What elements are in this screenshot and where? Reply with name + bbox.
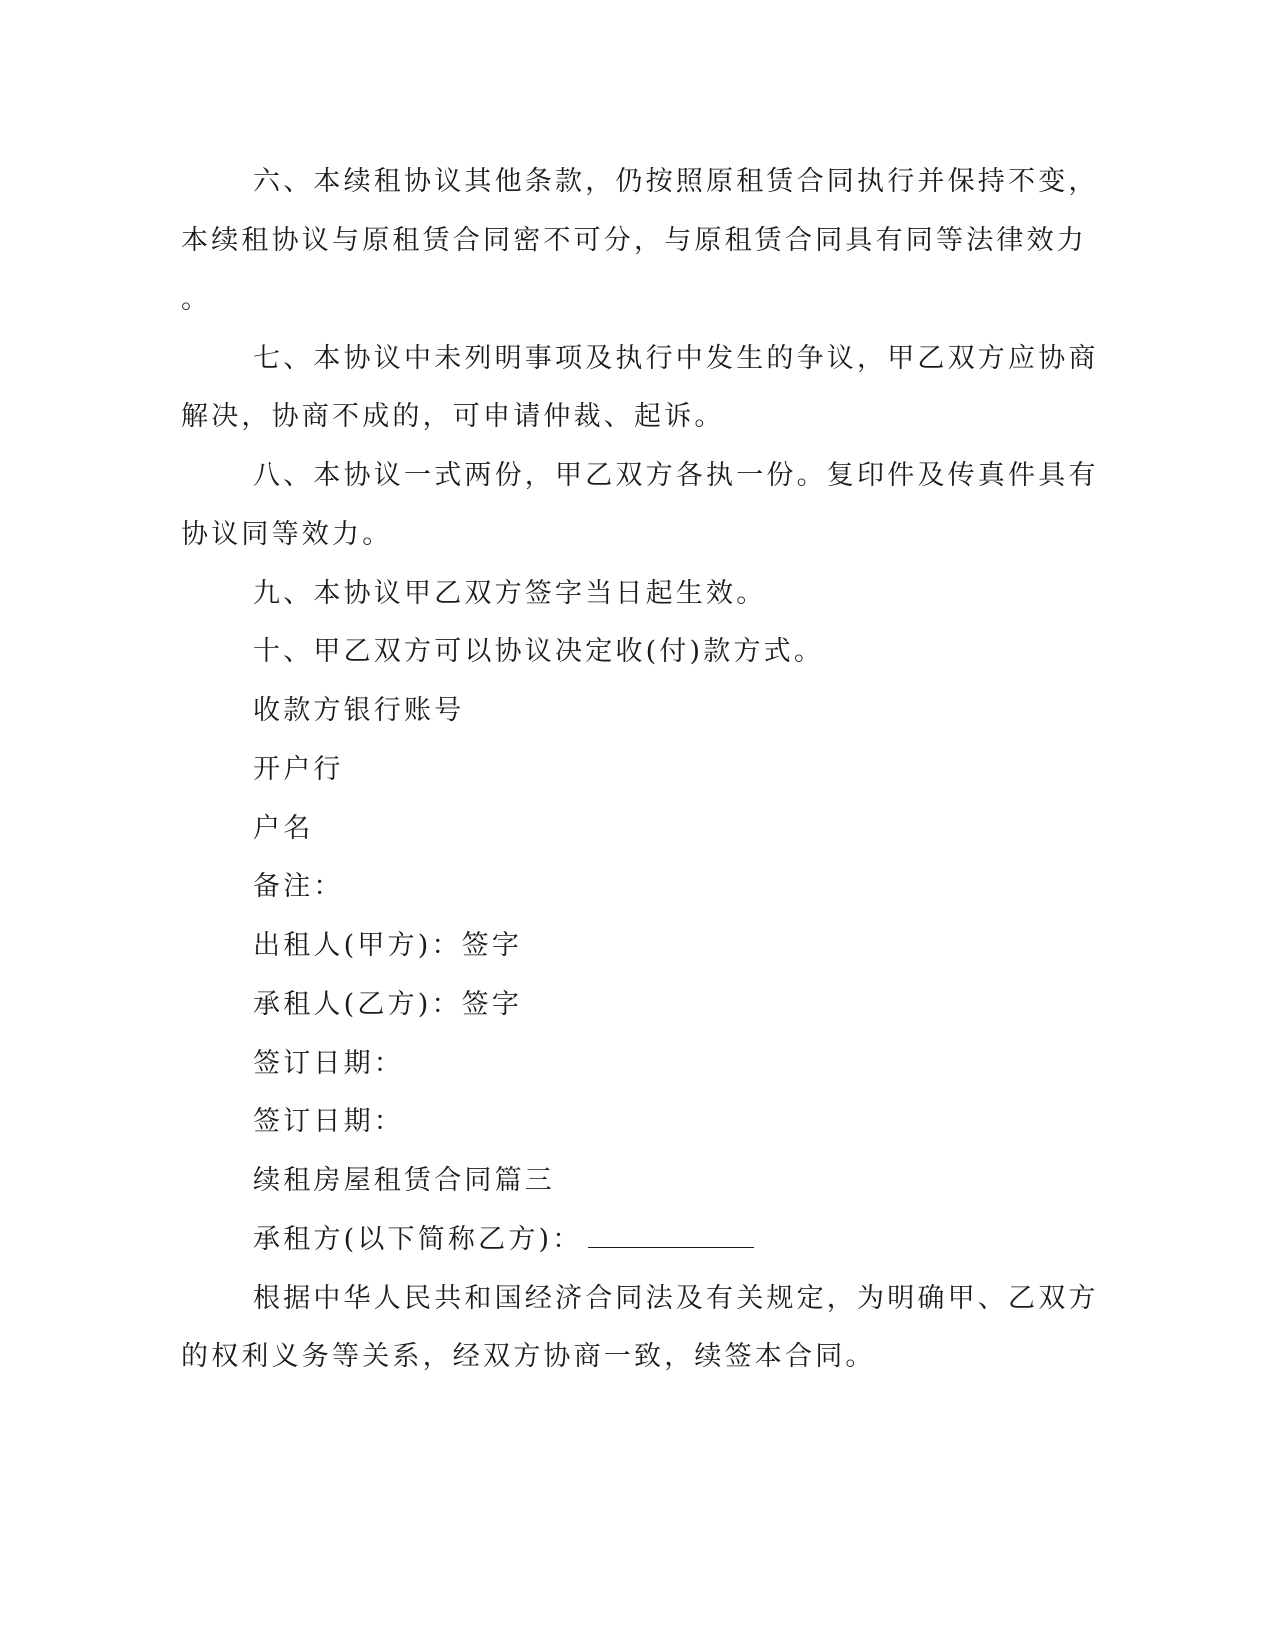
lessee-party-line	[253, 1220, 1133, 1260]
section-title-part-3: 续租房屋租赁合同篇三	[253, 1165, 555, 1196]
signing-date-label-2: 签订日期：	[253, 1106, 404, 1137]
lessee-party-label: 承租方(以下简称乙方)：	[253, 1224, 583, 1255]
payee-bank-account-label: 收款方银行账号	[253, 695, 465, 726]
lessee-name-blank	[588, 1221, 754, 1248]
preamble-line-2: 的权利义务等关系，经双方协商一致，续签本合同。	[181, 1341, 876, 1372]
remarks-label: 备注：	[253, 871, 344, 902]
paragraph-6-line-2: 本续租协议与原租赁合同密不可分，与原租赁合同具有同等法律效力	[181, 225, 1087, 256]
paragraph-7-line-2: 解决，协商不成的，可申请仲裁、起诉。	[181, 401, 725, 432]
paragraph-8-line-2: 协议同等效力。	[181, 519, 393, 550]
paragraph-8-line-1: 八、本协议一式两份，甲乙双方各执一份。复印件及传真件具有	[253, 460, 1099, 491]
paragraph-6-line-3: 。	[181, 284, 212, 315]
paragraph-10: 十、甲乙双方可以协议决定收(付)款方式。	[253, 636, 825, 667]
signing-date-label-1: 签订日期：	[253, 1048, 404, 1079]
lessee-signature-label: 承租人(乙方)：签字	[253, 989, 523, 1020]
opening-bank-label: 开户行	[253, 754, 344, 785]
paragraph-6-line-1: 六、本续租协议其他条款，仍按照原租赁合同执行并保持不变，	[253, 166, 1099, 197]
account-name-label: 户名	[253, 813, 314, 844]
paragraph-7-line-1: 七、本协议中未列明事项及执行中发生的争议，甲乙双方应协商	[253, 343, 1099, 374]
paragraph-9: 九、本协议甲乙双方签字当日起生效。	[253, 578, 767, 609]
lessor-signature-label: 出租人(甲方)：签字	[253, 930, 523, 961]
preamble-line-1: 根据中华人民共和国经济合同法及有关规定，为明确甲、乙双方	[253, 1283, 1099, 1314]
